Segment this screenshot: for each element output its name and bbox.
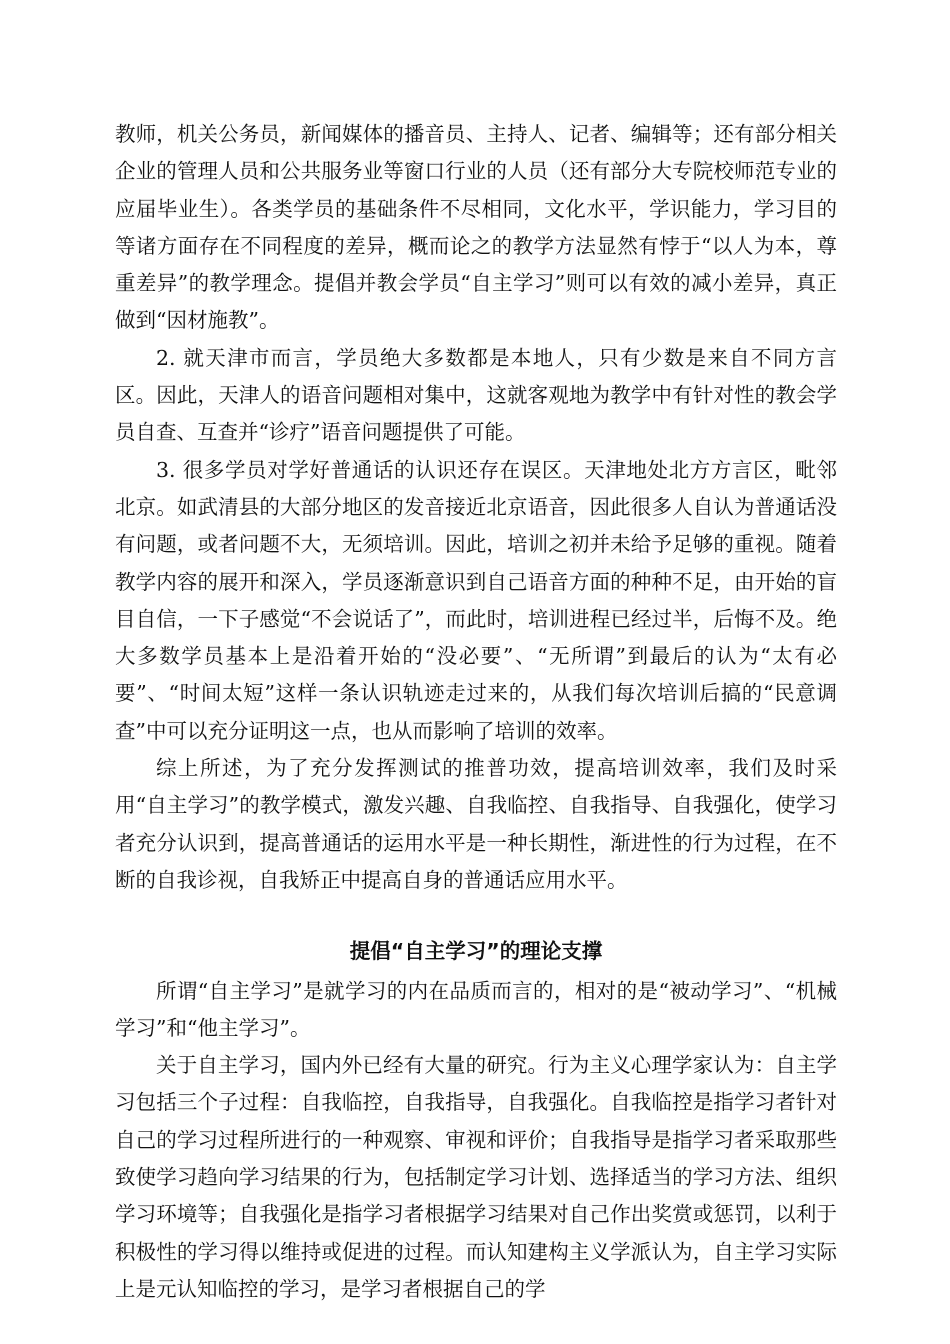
paragraph-research: 关于自主学习，国内外已经有大量的研究。行为主义心理学家认为：自主学习包括三个子过程：自我临控，自我指导，自我强化。自我临控是指学习者针对自己的学习过程所进行的一种观察、审视和评价；自我指导是指学习者采取那些致使学习趋向学习结果的行为，包括制定学习计划、选择适当的学习方法、组织学习环境等；自我强化是指学习者根据学习结果对自己作出奖赏或惩罚，以利于积极性的学习得以维持或促进的过程。而认知建构主义学派认为，自主学习实际上是元认知临控的学习，是学习者根据自己的学	[115, 1053, 837, 1301]
paragraph-point-2: 2. 就天津市而言，学员绝大多数都是本地人，只有少数是来自不同方言区。因此，天津人的语音问题相对集中，这就客观地为教学中有针对性的教会学员自查、互查并“诊疗”语音问题提供了可能。	[115, 345, 837, 445]
document-page	[115, 116, 837, 1308]
paragraph-continued: 教师，机关公务员，新闻媒体的播音员、主持人、记者、编辑等；还有部分相关企业的管理人员和公共服务业等窗口行业的人员（还有部分大专院校师范专业的应届毕业生）。各类学员的基础条件不尽相同，文化水平，学识能力，学习目的等诸方面存在不同程度的差异，概而论之的教学方法显然有悖于“以人为本，尊重差异”的教学理念。提倡并教会学员“自主学习”则可以有效的减小差异，真正做到“因材施教”。	[115, 122, 837, 333]
section-heading: 提倡“自主学习”的理论支撑	[349, 939, 603, 964]
paragraph-definition: 所谓“自主学习”是就学习的内在品质而言的，相对的是“被动学习”、“机械学习”和“他主学习”。	[115, 978, 837, 1040]
paragraph-summary: 综上所述，为了充分发挥测试的推普功效，提高培训效率，我们及时采用“自主学习”的教学模式，激发兴趣、自我临控、自我指导、自我强化，使学习者充分认识到，提高普通话的运用水平是一种长期性，渐进性的行为过程，在不断的自我诊视，自我矫正中提高自身的普通话应用水平。	[115, 756, 837, 892]
paragraph-point-3: 3. 很多学员对学好普通话的认识还存在误区。天津地处北方方言区，毗邻北京。如武清县的大部分地区的发音接近北京语音，因此很多人自认为普通话没有问题，或者问题不大，无须培训。因此，培训之初并未给予足够的重视。随着教学内容的展开和深入，学员逐渐意识到自己语音方面的种种不足，由开始的盲目自信，一下子感觉“不会说话了”，而此时，培训进程已经过半，后悔不及。绝大多数学员基本上是沿着开始的“没必要”、“无所谓”到最后的认为“太有必要”、“时间太短”这样一条认识轨迹走过来的，从我们每次培训后搞的“民意调查”中可以充分证明这一点，也从而影响了培训的效率。	[115, 457, 837, 743]
